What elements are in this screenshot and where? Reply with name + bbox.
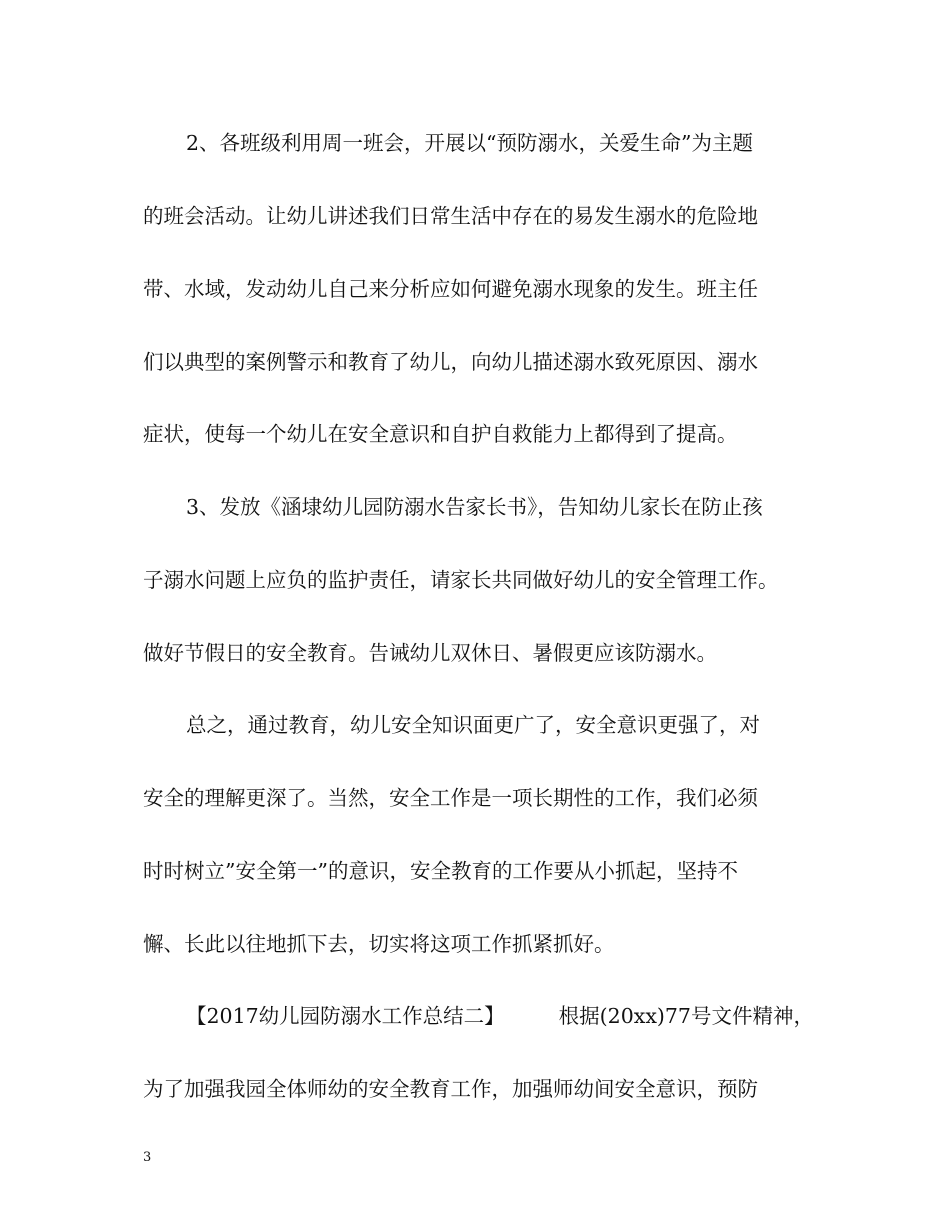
- paragraph-line: 为了加强我园全体师幼的安全教育工作，加强师幼间安全意识，预防: [143, 1077, 758, 1101]
- paragraph-line: 懈、长此以往地抓下去，切实将这项工作抓紧抓好。: [143, 932, 615, 956]
- section-text: 根据(20xx)77号文件精神，: [558, 1004, 814, 1028]
- paragraph-line: 带、水域，发动幼儿自己来分析应如何避免溺水现象的发生。班主任: [143, 277, 758, 301]
- paragraph-line: 2、各班级利用周一班会，开展以“预防溺水，关爱生命”为主题: [186, 131, 754, 155]
- paragraph-line: 症状，使每一个幼儿在安全意识和自护自救能力上都得到了提高。: [143, 422, 738, 446]
- paragraph-line: 时时树立”安全第一”的意识，安全教育的工作要从小抓起，坚持不: [143, 859, 738, 883]
- section-heading: 【2017幼儿园防溺水工作总结二】: [186, 1004, 505, 1028]
- paragraph-line: 做好节假日的安全教育。告诫幼儿双休日、暑假更应该防溺水。: [143, 641, 717, 665]
- paragraph-line: 的班会活动。让幼儿讲述我们日常生活中存在的易发生溺水的危险地: [143, 204, 758, 228]
- paragraph-line: 安全的理解更深了。当然，安全工作是一项长期性的工作，我们必须: [143, 786, 758, 810]
- page-number: 3: [143, 1150, 152, 1165]
- paragraph-line: 子溺水问题上应负的监护责任，请家长共同做好幼儿的安全管理工作。: [143, 568, 779, 592]
- paragraph-line: 总之，通过教育，幼儿安全知识面更广了，安全意识更强了，对: [186, 713, 760, 737]
- paragraph-line: 们以典型的案例警示和教育了幼儿，向幼儿描述溺水致死原因、溺水: [143, 350, 758, 374]
- paragraph-line: 3、发放《涵埭幼儿园防溺水告家长书》，告知幼儿家长在防止孩: [186, 495, 763, 519]
- section-line: [186, 1001, 856, 1031]
